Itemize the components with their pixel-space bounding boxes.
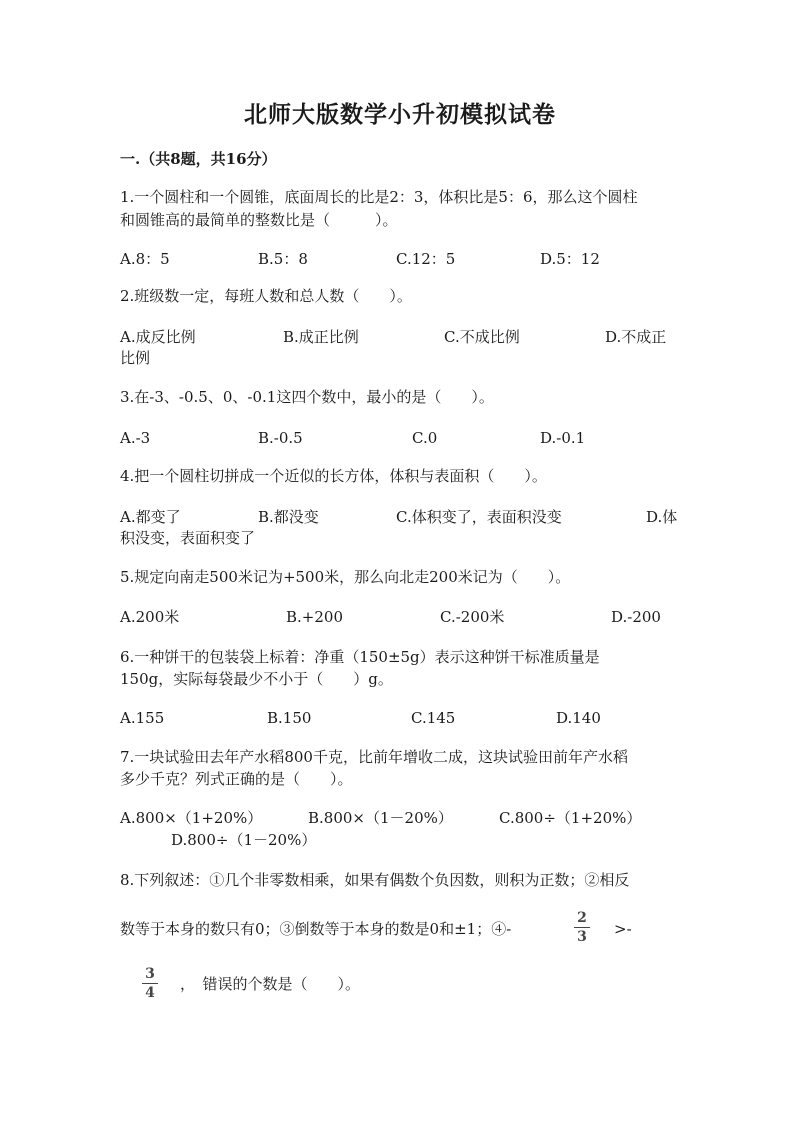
question-8-line-1: 8.下列叙述：①几个非零数相乘，如果有偶数个负因数，则积为正数；②相反 [120,871,630,889]
fraction-three-quarters-denominator: 4 [145,985,155,1001]
question-4-option-b[interactable]: B.都没变 [258,508,319,526]
section-heading: 一.（共8题，共16分） [120,150,277,168]
question-7-line-2: 多少千克？列式正确的是（ ）。 [120,770,353,788]
fraction-two-thirds [572,910,592,945]
question-5-line-1: 5.规定向南走500米记为+500米，那么向北走200米记为（ ）。 [120,568,571,586]
question-1-option-a[interactable]: A.8：5 [120,250,170,268]
question-5-option-c[interactable]: C.-200米 [440,608,505,626]
question-6-line-1: 6.一种饼干的包装袋上标着：净重（150±5g）表示这种饼干标准质量是 [120,648,600,666]
question-8-line-2: 数等于本身的数只有0；③倒数等于本身的数是0和±1；④- [120,920,512,938]
fraction-bar [574,927,590,928]
question-5-option-a[interactable]: A.200米 [120,608,180,626]
question-8-line-3: ， 错误的个数是（ ）。 [180,975,361,993]
question-2-option-c[interactable]: C.不成比例 [444,328,520,346]
fraction-two-thirds-numerator: 2 [577,910,587,926]
question-6-option-c[interactable]: C.145 [411,709,456,727]
question-3-option-c[interactable]: C.0 [412,429,438,447]
question-4-option-c[interactable]: C.体积变了，表面积没变 [396,508,562,526]
question-7-option-a[interactable]: A.800×（1+20%） [120,809,263,827]
question-8-comparison: >- [614,920,632,938]
question-4-option-a[interactable]: A.都变了 [120,508,181,526]
question-6-option-d[interactable]: D.140 [556,709,601,727]
question-2-option-d-wrap: 比例 [120,349,151,367]
question-4-option-d[interactable]: D.体 [646,508,678,526]
question-2-option-d[interactable]: D.不成正 [605,328,667,346]
question-3-option-d[interactable]: D.-0.1 [540,429,586,447]
question-1-line-2: 和圆锥高的最简单的整数比是（ ）。 [120,211,398,229]
question-7-option-c[interactable]: C.800÷（1+20%） [499,809,642,827]
question-7-option-b[interactable]: B.800×（1－20%） [308,809,453,827]
question-6-option-a[interactable]: A.155 [120,709,165,727]
fraction-three-quarters [140,966,160,1001]
fraction-two-thirds-denominator: 3 [577,929,587,945]
question-4-option-d-wrap: 积没变，表面积变了 [120,529,256,547]
question-7-line-1: 7.一块试验田去年产水稻800千克，比前年增收二成，这块试验田前年产水稻 [120,748,628,766]
question-3-option-a[interactable]: A.-3 [120,429,151,447]
question-1-option-d[interactable]: D.5：12 [540,250,600,268]
question-6-option-b[interactable]: B.150 [267,709,312,727]
question-1-option-b[interactable]: B.5：8 [258,250,308,268]
question-2-option-b[interactable]: B.成正比例 [283,328,359,346]
question-5-option-b[interactable]: B.+200 [286,608,343,626]
question-3-option-b[interactable]: B.-0.5 [258,429,303,447]
fraction-three-quarters-numerator: 3 [145,966,155,982]
question-6-line-2: 150g，实际每袋最少不小于（ ）g。 [120,670,393,688]
question-2-option-a[interactable]: A.成反比例 [120,328,196,346]
question-7-option-d[interactable]: D.800÷（1－20%） [171,831,317,849]
question-1-option-c[interactable]: C.12：5 [396,250,456,268]
question-5-option-d[interactable]: D.-200 [611,608,661,626]
fraction-bar [142,983,158,984]
question-4-line-1: 4.把一个圆柱切拼成一个近似的长方体，体积与表面积（ ）。 [120,467,547,485]
question-1-line-1: 1.一个圆柱和一个圆锥，底面周长的比是2：3，体积比是5：6，那么这个圆柱 [120,188,638,206]
page-title: 北师大版数学小升初模拟试卷 [244,101,556,128]
question-2-line-1: 2.班级数一定，每班人数和总人数（ ）。 [120,287,412,305]
question-3-line-1: 3.在-3、-0.5、0、-0.1这四个数中，最小的是（ ）。 [120,388,494,406]
